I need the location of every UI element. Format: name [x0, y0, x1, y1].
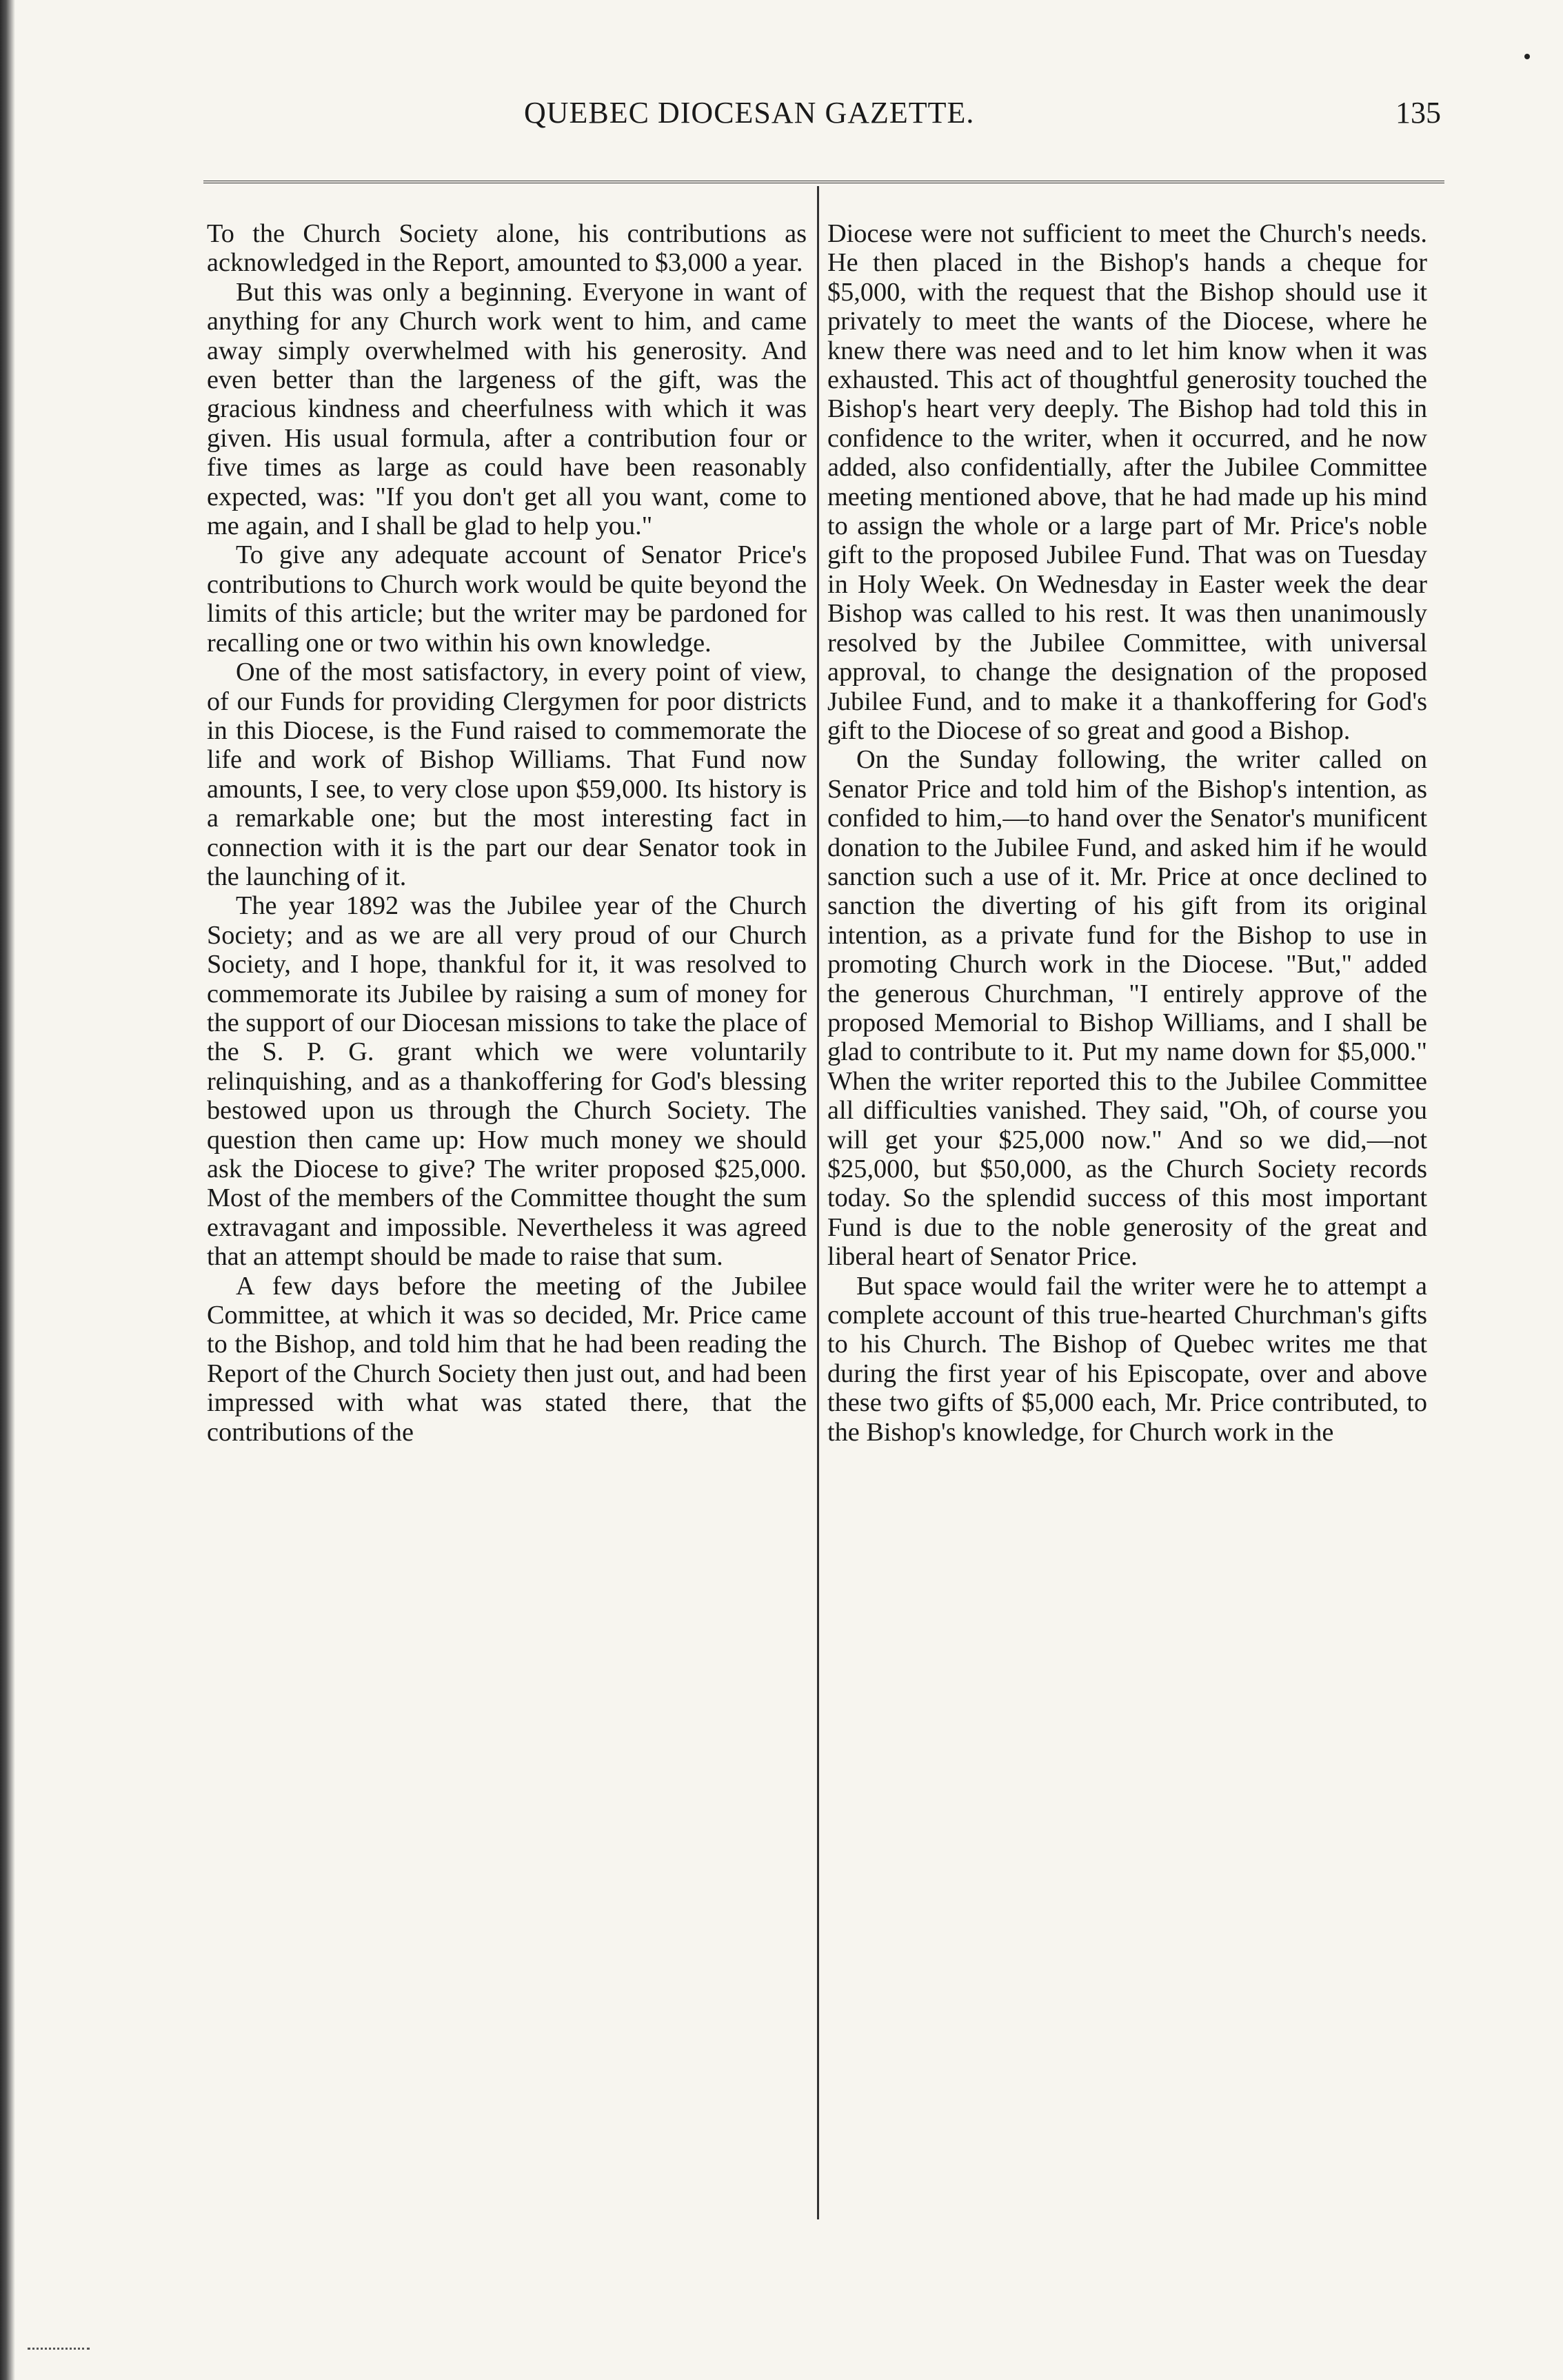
- paragraph: The year 1892 was the Jubilee year of the Church Society; and as we are all very proud of our Church Society, and I hope, thankful for it, it was resolved to commemorate its Jubilee by raising a sum of money for the support of our Diocesan missions to take the place of the S. P. G. grant which we were voluntarily relinquishing, and as a thankoffering for God's blessing bestowed upon us through the Church Society. The question then came up: How much money we should ask the Diocese to give? The writer proposed $25,000. Most of the members of the Committee thought the sum extravagant and impossible. Nevertheless it was agreed that an attempt should be made to raise that sum.: [207, 891, 807, 1272]
- paragraph: One of the most satisfactory, in every point of view, of our Funds for providing Clergymen for poor districts in this Diocese, is the Fund raised to commemorate the life and work of Bishop Williams. That Fund now amounts, I see, to very close upon $59,000. Its history is a remarkable one; but the most interesting fact in connection with it is the part our dear Senator took in the launching of it.: [207, 658, 807, 891]
- paragraph: A few days before the meeting of the Jubilee Committee, at which it was so decided, Mr. Price came to the Bishop, and told him that he had been reading the Report of the Church Society then just out, and had been impressed with what was stated there, that the contributions of the: [207, 1271, 807, 1447]
- column-divider: [817, 186, 819, 2219]
- page-header: [207, 95, 1441, 150]
- scan-edge-shadow: [0, 0, 15, 2380]
- paragraph: But space would fail the writer were he to attempt a complete account of this true-hearted Churchman's gifts to his Church. The Bishop of Quebec writes me that during the first year of his Episcopate, over and above these two gifts of $5,000 each, Mr. Price contributed, to the Bishop's knowledge, for Church work in the: [827, 1271, 1427, 1447]
- paragraph: Diocese were not sufficient to meet the Church's needs. He then placed in the Bishop's hands a cheque for $5,000, with the request that the Bishop should use it privately to meet the wants of the Diocese, where he knew there was need and to let him know when it was exhausted. This act of thoughtful generosity touched the Bishop's heart very deeply. The Bishop had told this in confidence to the writer, when it occurred, and he now added, also confidentially, after the Jubilee Committee meeting mentioned above, that he had made up his mind to assign the whole or a large part of Mr. Price's noble gift to the proposed Jubilee Fund. That was on Tuesday in Holy Week. On Wednesday in Easter week the dear Bishop was called to his rest. It was then unanimously resolved by the Jubilee Committee, with universal approval, to change the designation of the proposed Jubilee Fund, and to make it a thankoffering for God's gift to the Diocese of so great and good a Bishop.: [827, 219, 1427, 745]
- scan-mark: [28, 2348, 90, 2352]
- paragraph: To give any adequate account of Senator Price's contributions to Church work would be quite beyond the limits of this article; but the writer may be pardoned for recalling one or two within his own knowledge.: [207, 540, 807, 658]
- paragraph: But this was only a beginning. Everyone in want of anything for any Church work went to him, and came away simply overwhelmed with his generosity. And even better than the largeness of the gift, was the gracious kindness and cheerfulness with which it was given. His usual formula, after a contribution four or five times as large as could have been reasonably expected, was: "If you don't get all you want, come to me again, and I shall be glad to help you.": [207, 277, 807, 541]
- header-rule: [203, 181, 1444, 183]
- left-column: [207, 219, 807, 2218]
- scan-speck: [1524, 54, 1530, 59]
- publication-title: QUEBEC DIOCESAN GAZETTE.: [524, 96, 975, 130]
- page-number: 135: [1395, 96, 1441, 130]
- right-column: [827, 219, 1427, 2218]
- paragraph: To the Church Society alone, his contributions as acknowledged in the Report, amounted to $3,000 a year.: [207, 219, 807, 278]
- paragraph: On the Sunday following, the writer called on Senator Price and told him of the Bishop's intention, as confided to him,—to hand over the Senator's munificent donation to the Jubilee Fund, and asked him if he would sanction such a use of it. Mr. Price at once declined to sanction the diverting of his gift from its original intention, as a private fund for the Bishop to use in promoting Church work in the Diocese. "But," added the generous Churchman, "I entirely approve of the proposed Memorial to Bishop Williams, and I shall be glad to contribute to it. Put my name down for $5,000." When the writer reported this to the Jubilee Committee all difficulties vanished. They said, "Oh, of course you will get your $25,000 now." And so we did,—not $25,000, but $50,000, as the Church Society records today. So the splendid success of this most important Fund is due to the noble generosity of the great and liberal heart of Senator Price.: [827, 745, 1427, 1272]
